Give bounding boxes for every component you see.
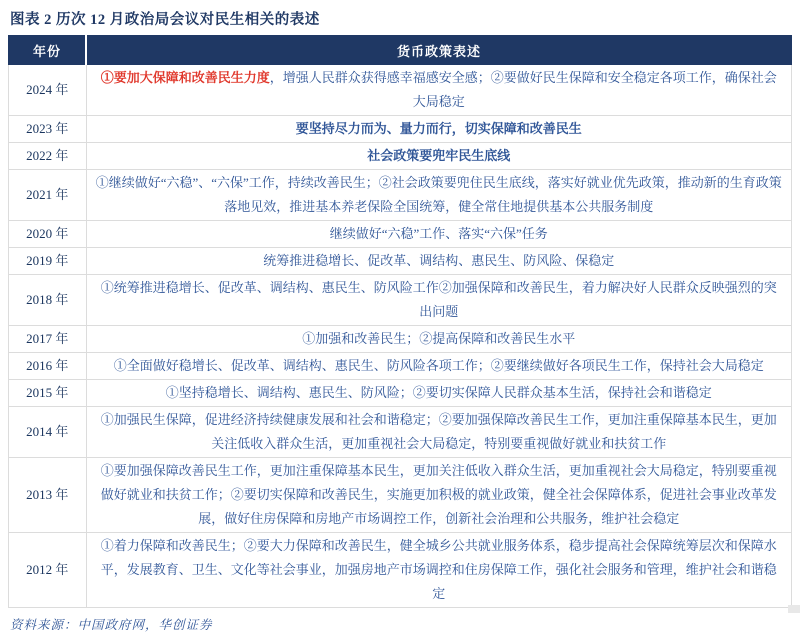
statement-cell: 继续做好“六稳”工作、落实“六保”任务 xyxy=(86,221,792,248)
livelihood-statements-table xyxy=(8,35,792,608)
year-cell: 2021 年 xyxy=(9,170,87,221)
table-row xyxy=(9,533,792,608)
year-cell: 2017 年 xyxy=(9,326,87,353)
statement-cell: ①坚持稳增长、调结构、惠民生、防风险；②要切实保障人民群众基本生活，保持社会和谐稳定 xyxy=(86,380,792,407)
page-corner-mark xyxy=(788,605,800,613)
year-cell: 2019 年 xyxy=(9,248,87,275)
statement-cell: ①加强和改善民生；②提高保障和改善民生水平 xyxy=(86,326,792,353)
statement-cell: ①全面做好稳增长、促改革、调结构、惠民生、防风险各项工作；②要继续做好各项民生工作，保持社会大局稳定 xyxy=(86,353,792,380)
figure-title: 图表 2 历次 12 月政治局会议对民生相关的表述 xyxy=(10,12,320,28)
table-header xyxy=(9,36,792,65)
table-row xyxy=(9,458,792,533)
statement-cell: ①着力保障和改善民生；②要大力保障和改善民生，健全城乡公共就业服务体系，稳步提高社会保障统筹层次和保障水平，发展教育、卫生、文化等社会事业，加强房地产市场调控和住房保障工作，强化社会服务和管理，维护社会和谐稳定 xyxy=(86,533,792,608)
table-row xyxy=(9,380,792,407)
year-cell: 2012 年 xyxy=(9,533,87,608)
table-body xyxy=(9,65,792,608)
statement-cell: ①继续做好“六稳”、“六保”工作，持续改善民生；②社会政策要兜住民生底线，落实好就业优先政策，推动新的生育政策落地见效，推进基本养老保险全国统筹，健全常住地提供基本公共服务制度 xyxy=(86,170,792,221)
table-row xyxy=(9,170,792,221)
year-cell: 2016 年 xyxy=(9,353,87,380)
table-row xyxy=(9,326,792,353)
table-row xyxy=(9,116,792,143)
header-cell-policy: 货币政策表述 xyxy=(86,36,792,65)
year-cell: 2023 年 xyxy=(9,116,87,143)
statement-cell: ①要加强保障改善民生工作，更加注重保障基本民生，更加关注低收入群众生活，更加重视社会大局稳定，特别要重视做好就业和扶贫工作；②要切实保障和改善民生，实施更加积极的就业政策，健全社会保障体系，促进社会事业改革发展，做好住房保障和房地产市场调控工作，创新社会治理和公共服务，维护社会稳定 xyxy=(86,458,792,533)
table-row xyxy=(9,221,792,248)
year-cell: 2013 年 xyxy=(9,458,87,533)
year-cell: 2022 年 xyxy=(9,143,87,170)
table-row xyxy=(9,143,792,170)
table-row xyxy=(9,65,792,116)
header-row xyxy=(9,36,792,65)
statement-cell: 社会政策要兜牢民生底线 xyxy=(86,143,792,170)
year-cell: 2020 年 xyxy=(9,221,87,248)
statement-cell: ①要加大保障和改善民生力度，增强人民群众获得感幸福感安全感；②要做好民生保障和安全稳定各项工作，确保社会大局稳定 xyxy=(86,65,792,116)
statement-cell: ①统筹推进稳增长、促改革、调结构、惠民生、防风险工作②加强保障和改善民生，着力解决好人民群众反映强烈的突出问题 xyxy=(86,275,792,326)
year-cell: 2024 年 xyxy=(9,65,87,116)
table-row xyxy=(9,407,792,458)
table-row xyxy=(9,275,792,326)
statement-cell: ①加强民生保障，促进经济持续健康发展和社会和谐稳定；②要加强保障改善民生工作，更加注重保障基本民生，更加关注低收入群众生活，更加重视社会大局稳定，特别要重视做好就业和扶贫工作 xyxy=(86,407,792,458)
header-cell-year: 年份 xyxy=(9,36,87,65)
source-note: 资料来源：中国政府网，华创证券 xyxy=(10,618,213,632)
year-cell: 2015 年 xyxy=(9,380,87,407)
year-cell: 2018 年 xyxy=(9,275,87,326)
highlighted-statement-text: ①要加大保障和改善民生力度 xyxy=(100,70,270,85)
statement-cell: 统筹推进稳增长、促改革、调结构、惠民生、防风险、保稳定 xyxy=(86,248,792,275)
table-row xyxy=(9,248,792,275)
statement-cell: 要坚持尽力而为、量力而行，切实保障和改善民生 xyxy=(86,116,792,143)
year-cell: 2014 年 xyxy=(9,407,87,458)
table-row xyxy=(9,353,792,380)
